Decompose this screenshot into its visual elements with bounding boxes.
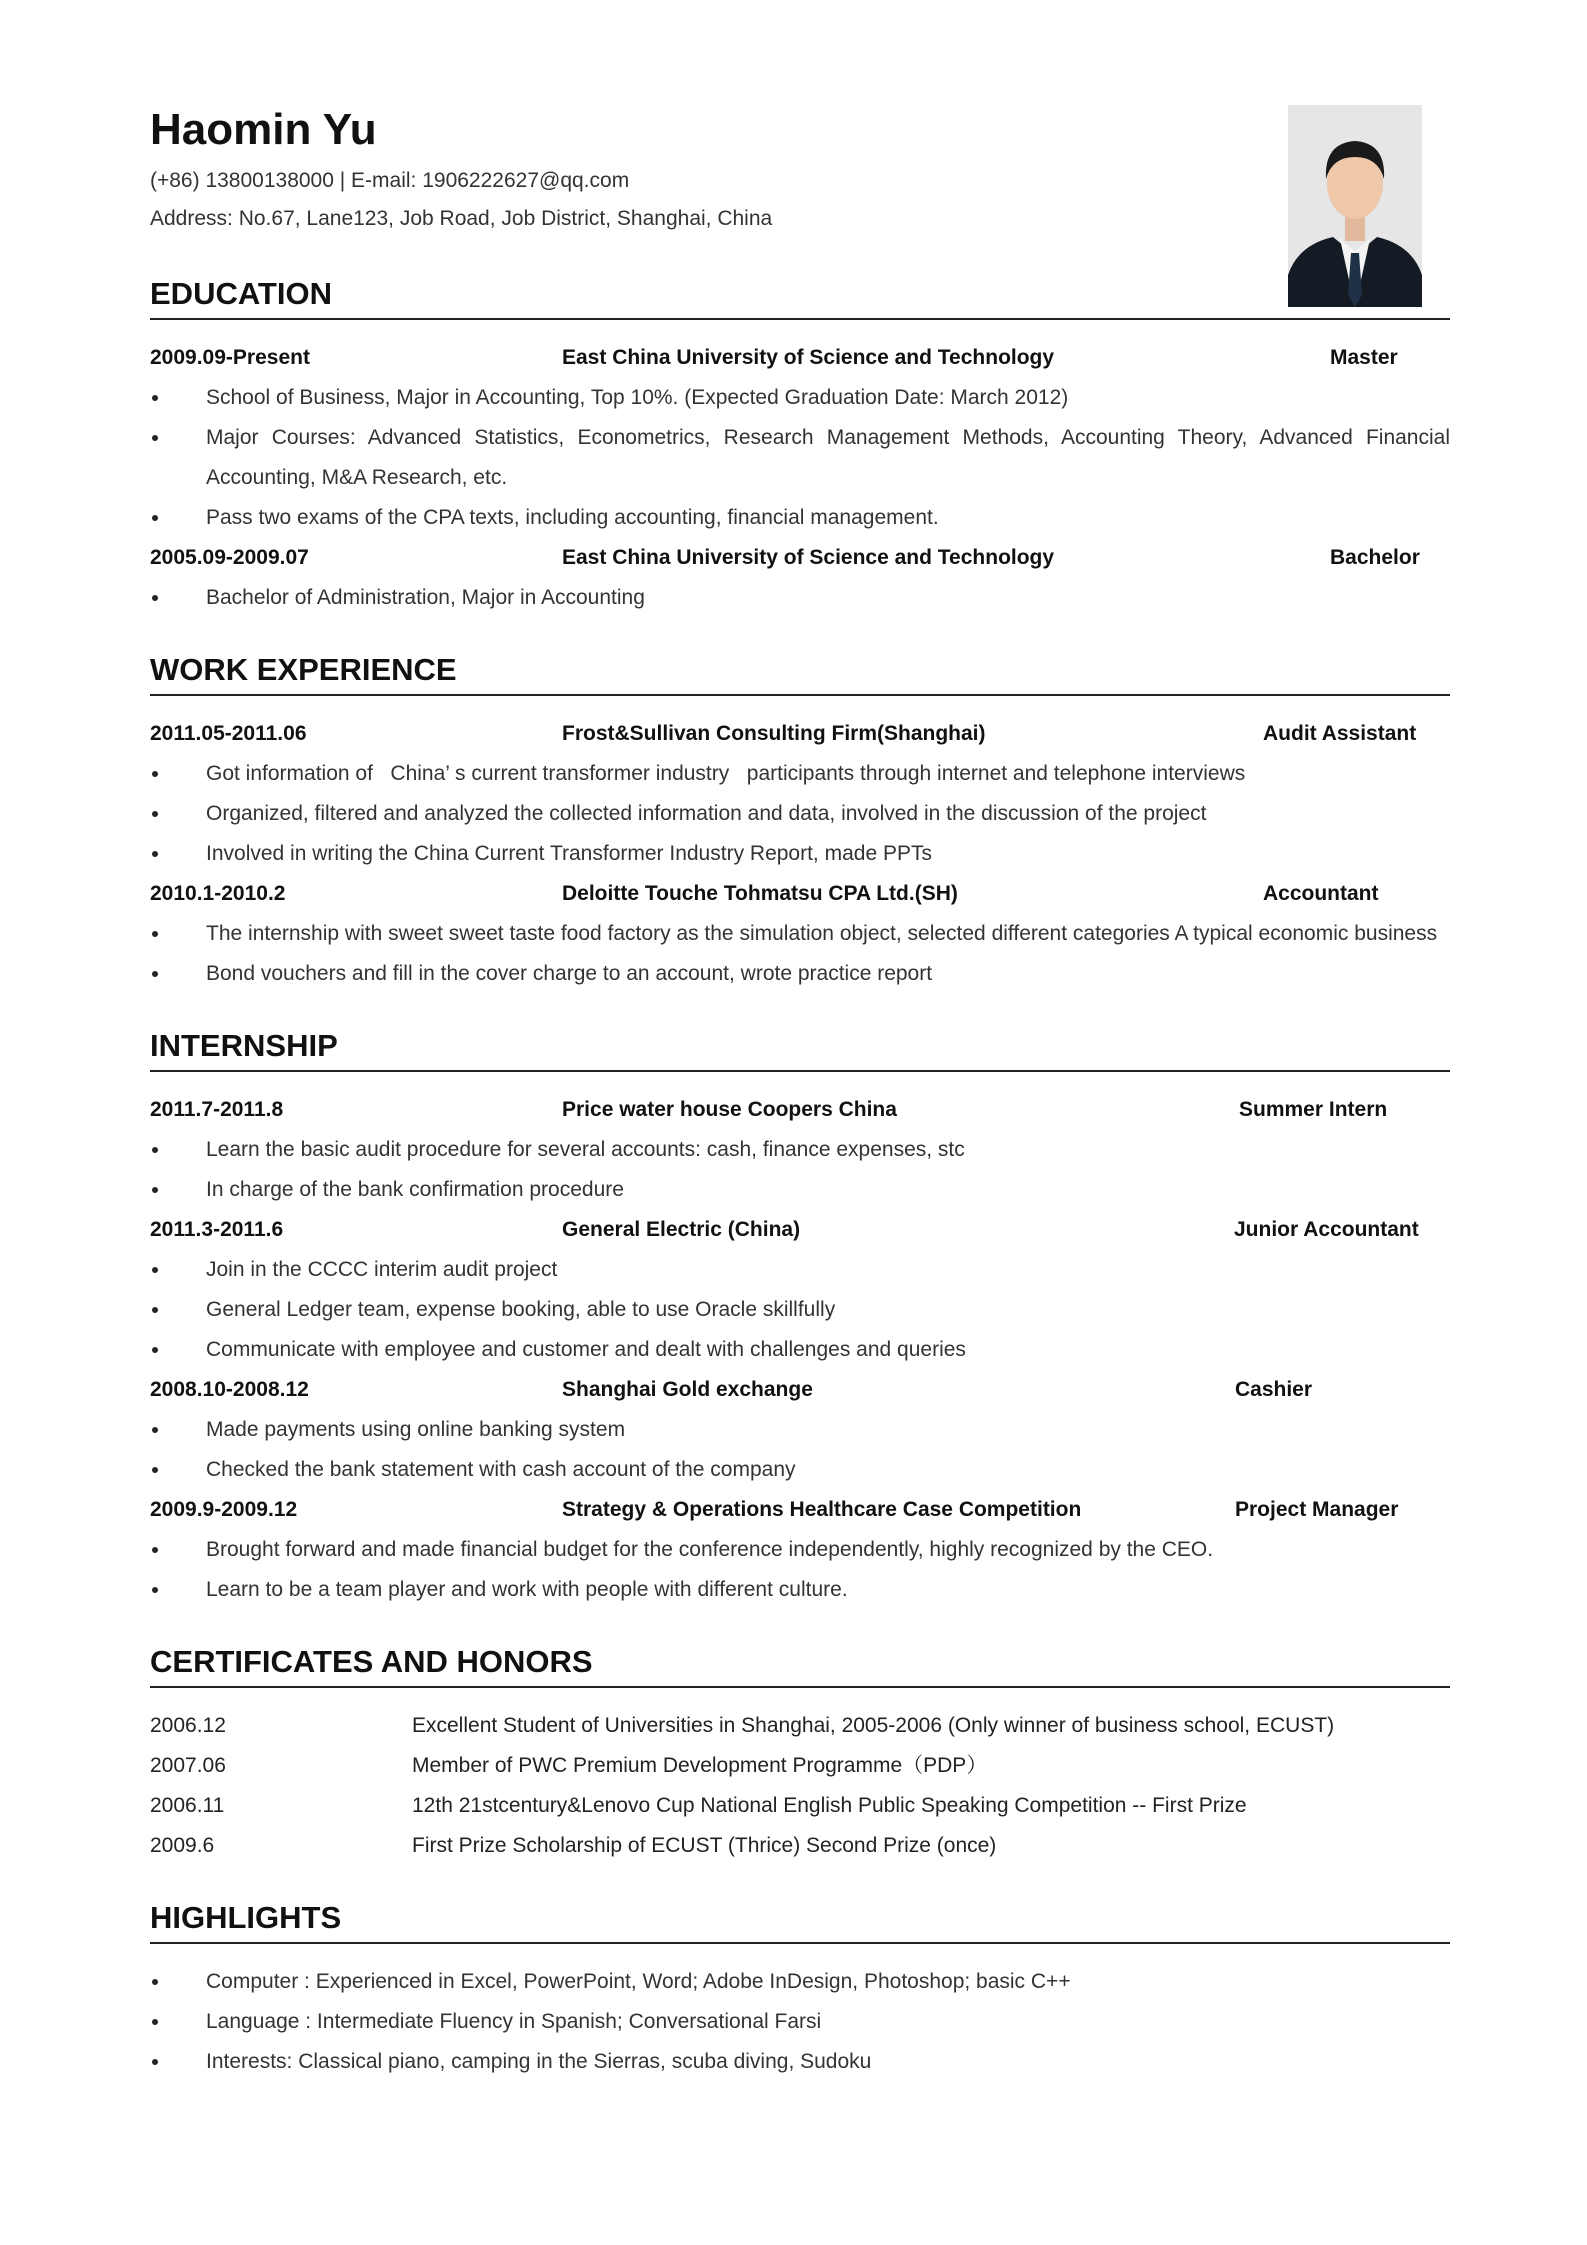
entry-role: Accountant: [1263, 882, 1379, 905]
entry-role: Cashier: [1235, 1378, 1313, 1401]
list-item: Join in the CCCC interim audit project: [150, 1250, 1450, 1290]
list-item: Got information of China’ s current transformer industry participants through internet and telephone interviews: [150, 754, 1450, 794]
list-item: Organized, filtered and analyzed the collected information and data, involved in the discussion of the project: [150, 794, 1450, 834]
entry-date: 2011.05-2011.06: [150, 722, 307, 745]
entry-role: Junior Accountant: [1234, 1218, 1419, 1241]
internship-entry-head: [150, 1370, 1450, 1410]
list-item: School of Business, Major in Accounting, Top 10%. (Expected Graduation Date: March 2012): [150, 378, 1450, 418]
list-item: Bond vouchers and fill in the cover charge to an account, wrote practice report: [150, 954, 1450, 994]
contact-line: (+86) 13800138000 | E-mail: 1906222627@qq.com: [150, 169, 630, 192]
list-item: Computer : Experienced in Excel, PowerPoint, Word; Adobe InDesign, Photoshop; basic C++: [150, 1962, 1450, 2002]
work-entry-head: [150, 714, 1450, 754]
entry-org: Price water house Coopers China: [562, 1098, 897, 1121]
list-item: Made payments using online banking system: [150, 1410, 1450, 1450]
certificate-text: First Prize Scholarship of ECUST (Thrice) Second Prize (once): [412, 1834, 997, 1857]
certificate-text: 12th 21stcentury&Lenovo Cup National English Public Speaking Competition -- First Prize: [412, 1794, 1247, 1817]
entry-org: Deloitte Touche Tohmatsu CPA Ltd.(SH): [562, 882, 958, 905]
education-heading: EDUCATION: [150, 272, 1450, 320]
internship-bullets: [150, 1250, 1450, 1370]
entry-role: Summer Intern: [1239, 1098, 1388, 1121]
list-item: General Ledger team, expense booking, able to use Oracle skillfully: [150, 1290, 1450, 1330]
certificate-date: 2006.11: [150, 1794, 225, 1817]
entry-org: Shanghai Gold exchange: [562, 1378, 813, 1401]
highlights-bullets: [150, 1962, 1450, 2082]
internship-entry-head: [150, 1210, 1450, 1250]
entry-org: Frost&Sullivan Consulting Firm(Shanghai): [562, 722, 986, 745]
internship-section: [150, 1024, 1450, 1610]
list-item: Language : Intermediate Fluency in Spanish; Conversational Farsi: [150, 2002, 1450, 2042]
list-item: Brought forward and made financial budget for the conference independently, highly recognized by the CEO.: [150, 1530, 1450, 1570]
internship-bullets: [150, 1130, 1450, 1210]
entry-date: 2005.09-2009.07: [150, 546, 309, 569]
profile-photo: [1288, 105, 1422, 307]
certificate-row: [150, 1786, 1450, 1826]
entry-date: 2008.10-2008.12: [150, 1378, 309, 1401]
list-item: Involved in writing the China Current Transformer Industry Report, made PPTs: [150, 834, 1450, 874]
certificate-date: 2007.06: [150, 1754, 226, 1777]
list-item: Pass two exams of the CPA texts, including accounting, financial management.: [150, 498, 1450, 538]
education-entry-head: [150, 538, 1450, 578]
internship-heading: INTERNSHIP: [150, 1024, 1450, 1072]
list-item: Major Courses: Advanced Statistics, Econometrics, Research Management Methods, Accounting Theory, Advanced Financial Accounting, M&A Research, etc.: [150, 418, 1450, 498]
certificate-date: 2006.12: [150, 1714, 226, 1737]
entry-date: 2009.9-2009.12: [150, 1498, 298, 1521]
work-bullets: [150, 754, 1450, 874]
certificate-text: Excellent Student of Universities in Shanghai, 2005-2006 (Only winner of business school, ECUST): [412, 1714, 1335, 1737]
list-item: The internship with sweet sweet taste food factory as the simulation object, selected different categories A typical economic business: [150, 914, 1450, 954]
entry-role: Bachelor: [1330, 546, 1420, 569]
certificate-text: Member of PWC Premium Development Programme（PDP）: [412, 1754, 988, 1777]
entry-date: 2009.09-Present: [150, 346, 310, 369]
work-heading: WORK EXPERIENCE: [150, 648, 1450, 696]
work-section: [150, 648, 1450, 994]
entry-role: Project Manager: [1235, 1498, 1399, 1521]
certificate-row: [150, 1706, 1450, 1746]
work-bullets: [150, 914, 1450, 994]
portrait-image: [1288, 105, 1422, 307]
list-item: Checked the bank statement with cash account of the company: [150, 1450, 1450, 1490]
internship-bullets: [150, 1530, 1450, 1610]
education-section: [150, 272, 1450, 618]
entry-date: 2011.7-2011.8: [150, 1098, 284, 1121]
list-item: Communicate with employee and customer and dealt with challenges and queries: [150, 1330, 1450, 1370]
entry-org: General Electric (China): [562, 1218, 801, 1241]
certificate-date: 2009.6: [150, 1834, 215, 1857]
entry-role: Master: [1330, 346, 1398, 369]
certificate-row: [150, 1826, 1450, 1866]
entry-date: 2011.3-2011.6: [150, 1218, 284, 1241]
internship-entry-head: [150, 1090, 1450, 1130]
certificates-heading: CERTIFICATES AND HONORS: [150, 1640, 1450, 1688]
entry-org: Strategy & Operations Healthcare Case Competition: [562, 1498, 1082, 1521]
highlights-section: [150, 1896, 1450, 2082]
internship-entry-head: [150, 1490, 1450, 1530]
education-bullets: [150, 578, 1450, 618]
list-item: Learn the basic audit procedure for several accounts: cash, finance expenses, stc: [150, 1130, 1450, 1170]
entry-org: East China University of Science and Technology: [562, 346, 1055, 369]
resume-page: [150, 100, 1450, 2082]
address-line: Address: No.67, Lane123, Job Road, Job District, Shanghai, China: [150, 207, 773, 230]
entry-date: 2010.1-2010.2: [150, 882, 286, 905]
work-entry-head: [150, 874, 1450, 914]
entry-role: Audit Assistant: [1263, 722, 1417, 745]
list-item: In charge of the bank confirmation procedure: [150, 1170, 1450, 1210]
education-entry-head: [150, 338, 1450, 378]
candidate-name: Haomin Yu: [150, 105, 377, 154]
education-bullets: [150, 378, 1450, 538]
certificate-row: [150, 1746, 1450, 1786]
list-item: Interests: Classical piano, camping in the Sierras, scuba diving, Sudoku: [150, 2042, 1450, 2082]
entry-org: East China University of Science and Technology: [562, 546, 1055, 569]
internship-bullets: [150, 1410, 1450, 1490]
list-item: Bachelor of Administration, Major in Accounting: [150, 578, 1450, 618]
list-item: Learn to be a team player and work with people with different culture.: [150, 1570, 1450, 1610]
highlights-heading: HIGHLIGHTS: [150, 1896, 1450, 1944]
certificates-section: [150, 1640, 1450, 1866]
